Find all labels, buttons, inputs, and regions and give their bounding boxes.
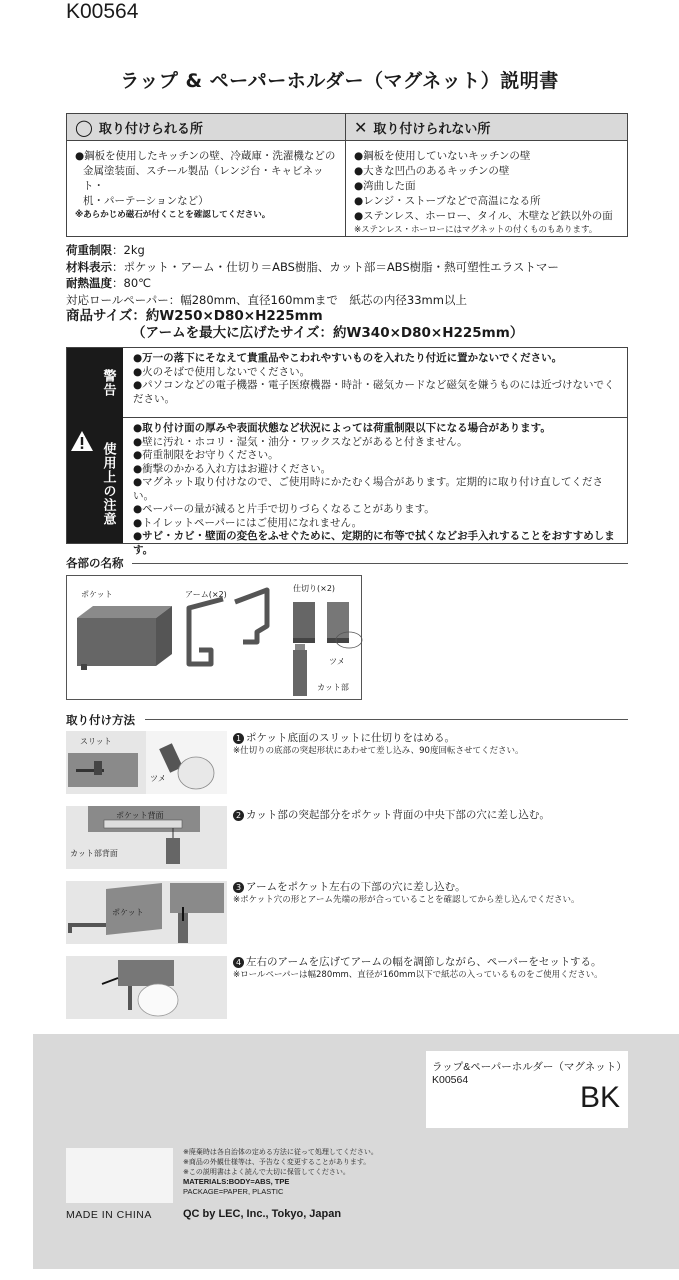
company-name: QC by LEC, Inc., Tokyo, Japan xyxy=(183,1208,342,1220)
step-3-number: 3 xyxy=(233,882,244,893)
step-2-instruction: カット部の突起部分をポケット背面の中央下部の穴に差し込む。 xyxy=(246,809,550,821)
fit-ok-heading: 取り付けられる所 xyxy=(98,121,203,137)
warning-item: ●万一の落下にそなえて貴重品やこわれやすいものを入れたり付近に置かないでください。 xyxy=(133,352,563,364)
fit-ng-line: ●鋼板を使用していないキッチンの壁 xyxy=(354,150,531,162)
disposal-note: ※廃棄時は各自治体の定める方法に従って処理してください。 xyxy=(183,1148,378,1156)
fit-ng-note: ※ステンレス・ホーローにはマグネットの付くものもあります。 xyxy=(354,225,598,235)
step-4-number: 4 xyxy=(233,957,244,968)
fit-ng-heading: 取り付けられない所 xyxy=(373,121,491,137)
fit-ng-box xyxy=(346,113,628,237)
install-heading: 取り付け方法 xyxy=(66,713,135,727)
usage-item: ●トイレットペーパーにはご使用になれません。 xyxy=(133,516,363,529)
product-label-line: ラップ&ペーパーホルダー（マグネット） K00564 xyxy=(432,1061,632,1086)
disposal-note: ※商品の外観仕様等は、予告なく変更することがあります。 xyxy=(183,1158,371,1166)
step-2-number: 2 xyxy=(233,810,244,821)
usage-item: ●マグネット取り付けなので、ご使用時にかたむく場合があります。定期的に取り付け直してください。 xyxy=(133,476,604,502)
warning-label: 警告 xyxy=(94,358,122,408)
step-2-text xyxy=(233,808,550,822)
materials-text: MATERIALS:BODY=ABS, TPE xyxy=(183,1177,290,1186)
step-4-image xyxy=(66,956,227,1019)
step-4-instruction: 左右のアームを広げてアームの幅を調節しながら、ペーパーをセットする。 xyxy=(246,956,602,968)
divider-label: 仕切り(×2) xyxy=(293,584,336,593)
spec-load-label: 荷重制限 xyxy=(66,243,112,257)
specs-block xyxy=(66,242,559,342)
fit-ng-line: ●大きな凹凸のあるキッチンの壁 xyxy=(354,165,510,177)
usage-item: ●ペーパーの量が減ると片手で切りづらくなることがあります。 xyxy=(133,503,435,515)
step-3-image xyxy=(66,881,227,944)
step-4-text xyxy=(233,955,603,969)
disposal-note: ※この説明書はよく読んで大切に保管してください。 xyxy=(183,1168,350,1176)
usage-item: ●サビ・カビ・壁面の変色をふせぐために、定期的に布等で拭くなどお手入れすることをおすすめします。 xyxy=(133,530,615,556)
product-label-box xyxy=(426,1051,632,1128)
cutter-back-label: カット部背面 xyxy=(70,849,118,858)
parts-heading: 各部の名称 xyxy=(66,556,124,570)
pocket-back-label: ポケット背面 xyxy=(116,811,164,820)
step-1-number: 1 xyxy=(233,733,244,744)
spec-material xyxy=(66,259,559,276)
fit-ng-line: ●湾曲した面 xyxy=(354,180,416,192)
warning-icon xyxy=(70,430,94,452)
fit-ng-header xyxy=(346,114,627,141)
fit-ok-line: ●鋼板を使用したキッチンの壁、冷蔵庫・洗濯機などの xyxy=(75,150,336,162)
fit-ng-line: ●レンジ・ストーブなどで高温になる所 xyxy=(354,195,541,207)
spec-load-value: ：2kg xyxy=(112,243,145,257)
fit-ng-line: ●ステンレス、ホーロー、タイル、木壁など鉄以外の面 xyxy=(354,210,613,222)
pocket-label: ポケット xyxy=(81,590,113,599)
usage-item: ●衝撃のかかる入れ方はお避けください。 xyxy=(133,462,332,475)
usage-caution-label: 使用上の注意 xyxy=(94,436,122,532)
warning-item: ●火のそばで使用しないでください。 xyxy=(133,365,311,378)
step-3-text xyxy=(233,880,579,894)
step-1-text-block xyxy=(233,731,523,758)
spec-heat-label: 耐熱温度 xyxy=(66,276,112,290)
slit-label: スリット xyxy=(80,737,112,746)
step-3-illustration xyxy=(66,881,227,944)
package-text: PACKAGE=PAPER, PLASTIC xyxy=(183,1187,284,1196)
parts-diagram xyxy=(66,575,362,700)
usage-item: ●取り付け面の厚みや表面状態など状況によっては荷重制限以下になる場合があります。 xyxy=(133,422,551,434)
fit-ok-line: 机・パーテーションなど） xyxy=(83,195,209,207)
step-1-instruction: ポケット底面のスリットに仕切りをはめる。 xyxy=(246,732,456,744)
spec-heat-value: ：80℃ xyxy=(112,276,152,290)
fit-ok-header xyxy=(67,114,345,141)
caution-box xyxy=(66,347,628,556)
color-code: BK xyxy=(579,1081,620,1114)
spec-size: 商品サイズ：約W250×D80×H225mm xyxy=(66,308,323,324)
pocket-label-step3: ポケット xyxy=(112,908,144,917)
circle-icon: ◯ xyxy=(75,117,93,137)
step-1-note: ※仕切りの底部の突起形状にあわせて差し込み、90度回転させてください。 xyxy=(233,746,524,756)
step-4-note: ※ロールペーパーは幅280mm、直径が160mm以下で紙芯の入っているものをご使用ください。 xyxy=(233,970,603,980)
spec-material-value: ：ポケット・アーム・仕切り＝ABS樹脂、カット部＝ABS樹脂・熱可塑性エラストマー xyxy=(112,259,559,274)
step-1-image xyxy=(66,731,227,794)
arm-label: アーム(×2) xyxy=(185,590,227,599)
tab-label-step1: ツメ xyxy=(150,774,166,783)
fit-ok-note: ※あらかじめ磁石が付くことを確認してください。 xyxy=(75,210,271,220)
step-2-text-block xyxy=(233,808,550,822)
parts-illustration xyxy=(67,576,363,701)
step-3-instruction: アームをポケット左右の下部の穴に差し込む。 xyxy=(246,881,466,893)
usage-item: ●壁に汚れ・ホコリ・湿気・油分・ワックスなどがあると付きません。 xyxy=(133,435,468,448)
made-in: MADE IN CHINA xyxy=(66,1209,152,1221)
step-3-note: ※ポケット穴の形とアーム先端の形が合っていることを確認してから差し込んでください。 xyxy=(233,895,580,905)
fit-ng-body xyxy=(346,141,627,245)
disposal-notes xyxy=(183,1147,378,1177)
cross-icon: ✕ xyxy=(354,117,368,137)
step-4-text-block xyxy=(233,955,603,982)
usage-list xyxy=(123,418,627,556)
product-code: K00564 xyxy=(66,0,139,23)
cutter-label: カット部 xyxy=(317,683,349,692)
step-3-text-block xyxy=(233,880,579,907)
tab-label: ツメ xyxy=(329,657,345,666)
install-divider xyxy=(145,719,628,720)
parts-divider xyxy=(132,563,628,564)
barcode-area xyxy=(66,1148,173,1203)
spec-roll: 対応ロールペーパー：幅280mm、直径160mmまで 紙芯の内径33mm以上 xyxy=(66,292,467,307)
step-1-text xyxy=(233,731,523,745)
spec-size-max: （アームを最大に広げたサイズ：約W340×D80×H225mm） xyxy=(132,325,524,341)
warning-list xyxy=(123,348,627,418)
step-4-illustration xyxy=(66,956,227,1019)
spec-material-label: 材料表示 xyxy=(66,259,112,274)
fit-ok-body xyxy=(67,141,345,230)
page-title: ラップ & ペーパーホルダー（マグネット）説明書 xyxy=(120,70,559,92)
step-2-image xyxy=(66,806,227,869)
spec-heat xyxy=(66,275,559,292)
fit-ok-box xyxy=(66,113,346,237)
materials-block xyxy=(183,1177,289,1197)
usage-item: ●荷重制限をお守りください。 xyxy=(133,449,279,461)
spec-load xyxy=(66,242,559,259)
fit-ok-line: 金属塗装面、スチール製品（レンジ台・キャビネット・ xyxy=(83,165,324,192)
warning-item: ●パソコンなどの電子機器・電子医療機器・時計・磁気カードなど磁気を嫌うものには近づけないでください。 xyxy=(133,379,615,405)
